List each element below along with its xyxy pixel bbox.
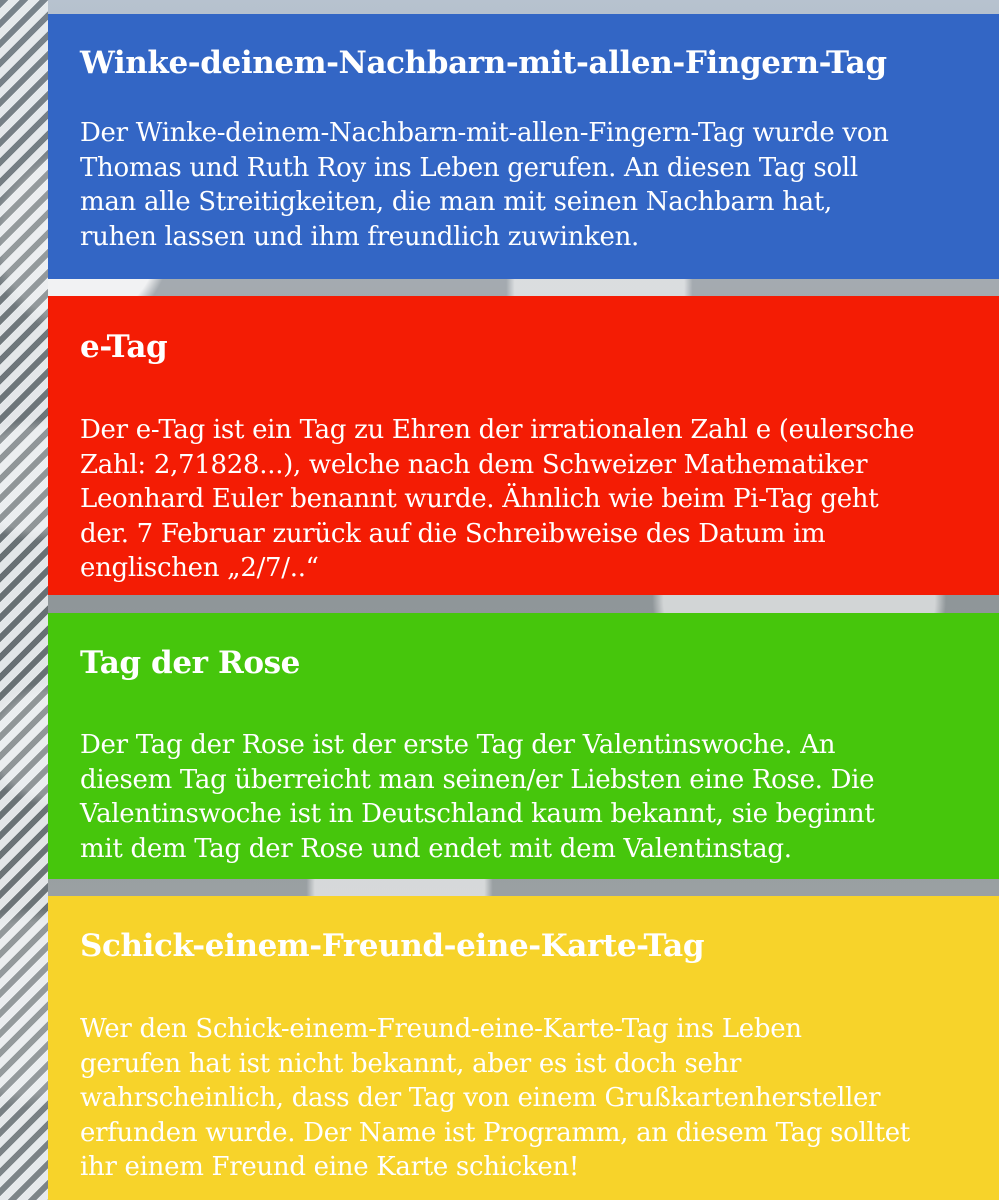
card-winke-tag [48,14,999,279]
card-schick-einem-freund-tag [48,896,999,1200]
card-title: Schick-einem-Freund-eine-Karte-Tag [80,928,705,964]
card-title: Tag der Rose [80,645,300,681]
background-snowy-tree [0,0,48,1200]
card-title: e-Tag [80,329,168,365]
card-tag-der-rose [48,613,999,879]
card-description: Der e-Tag ist ein Tag zu Ehren der irrationalen Zahl e (eulersche Zahl: 2,71828...), welche nach dem Schweizer Mathematiker Leonhard Euler benannt wurde. Ähnlich wie beim Pi-Tag geht der. 7 Februar zurück auf die Schreibweise des Datum im englischen „2/7/..“ [80,415,915,583]
card-description: Der Winke-deinem-Nachbarn-mit-allen-Fingern-Tag wurde von Thomas und Ruth Roy ins Leben gerufen. An diesen Tag soll man alle Streitigkeiten, die man mit seinen Nachbarn hat, ruhen lassen und ihm freundlich zuwinken. [80,118,889,252]
card-description: Wer den Schick-einem-Freund-eine-Karte-Tag ins Leben gerufen hat ist nicht bekannt, aber es ist doch sehr wahrscheinlich, dass der Tag von einem Grußkartenhersteller erfunden wurde. Der Name ist Programm, an diesem Tag solltet ihr einem Freund eine Karte schicken! [80,1014,910,1182]
card-title: Winke-deinem-Nachbarn-mit-allen-Fingern-Tag [80,45,887,81]
card-e-tag [48,296,999,595]
card-description: Der Tag der Rose ist der erste Tag der Valentinswoche. An diesem Tag überreicht man seinen/er Liebsten eine Rose. Die Valentinswoche ist in Deutschland kaum bekannt, sie beginnt mit dem Tag der Rose und endet mit dem Valentinstag. [80,730,875,864]
